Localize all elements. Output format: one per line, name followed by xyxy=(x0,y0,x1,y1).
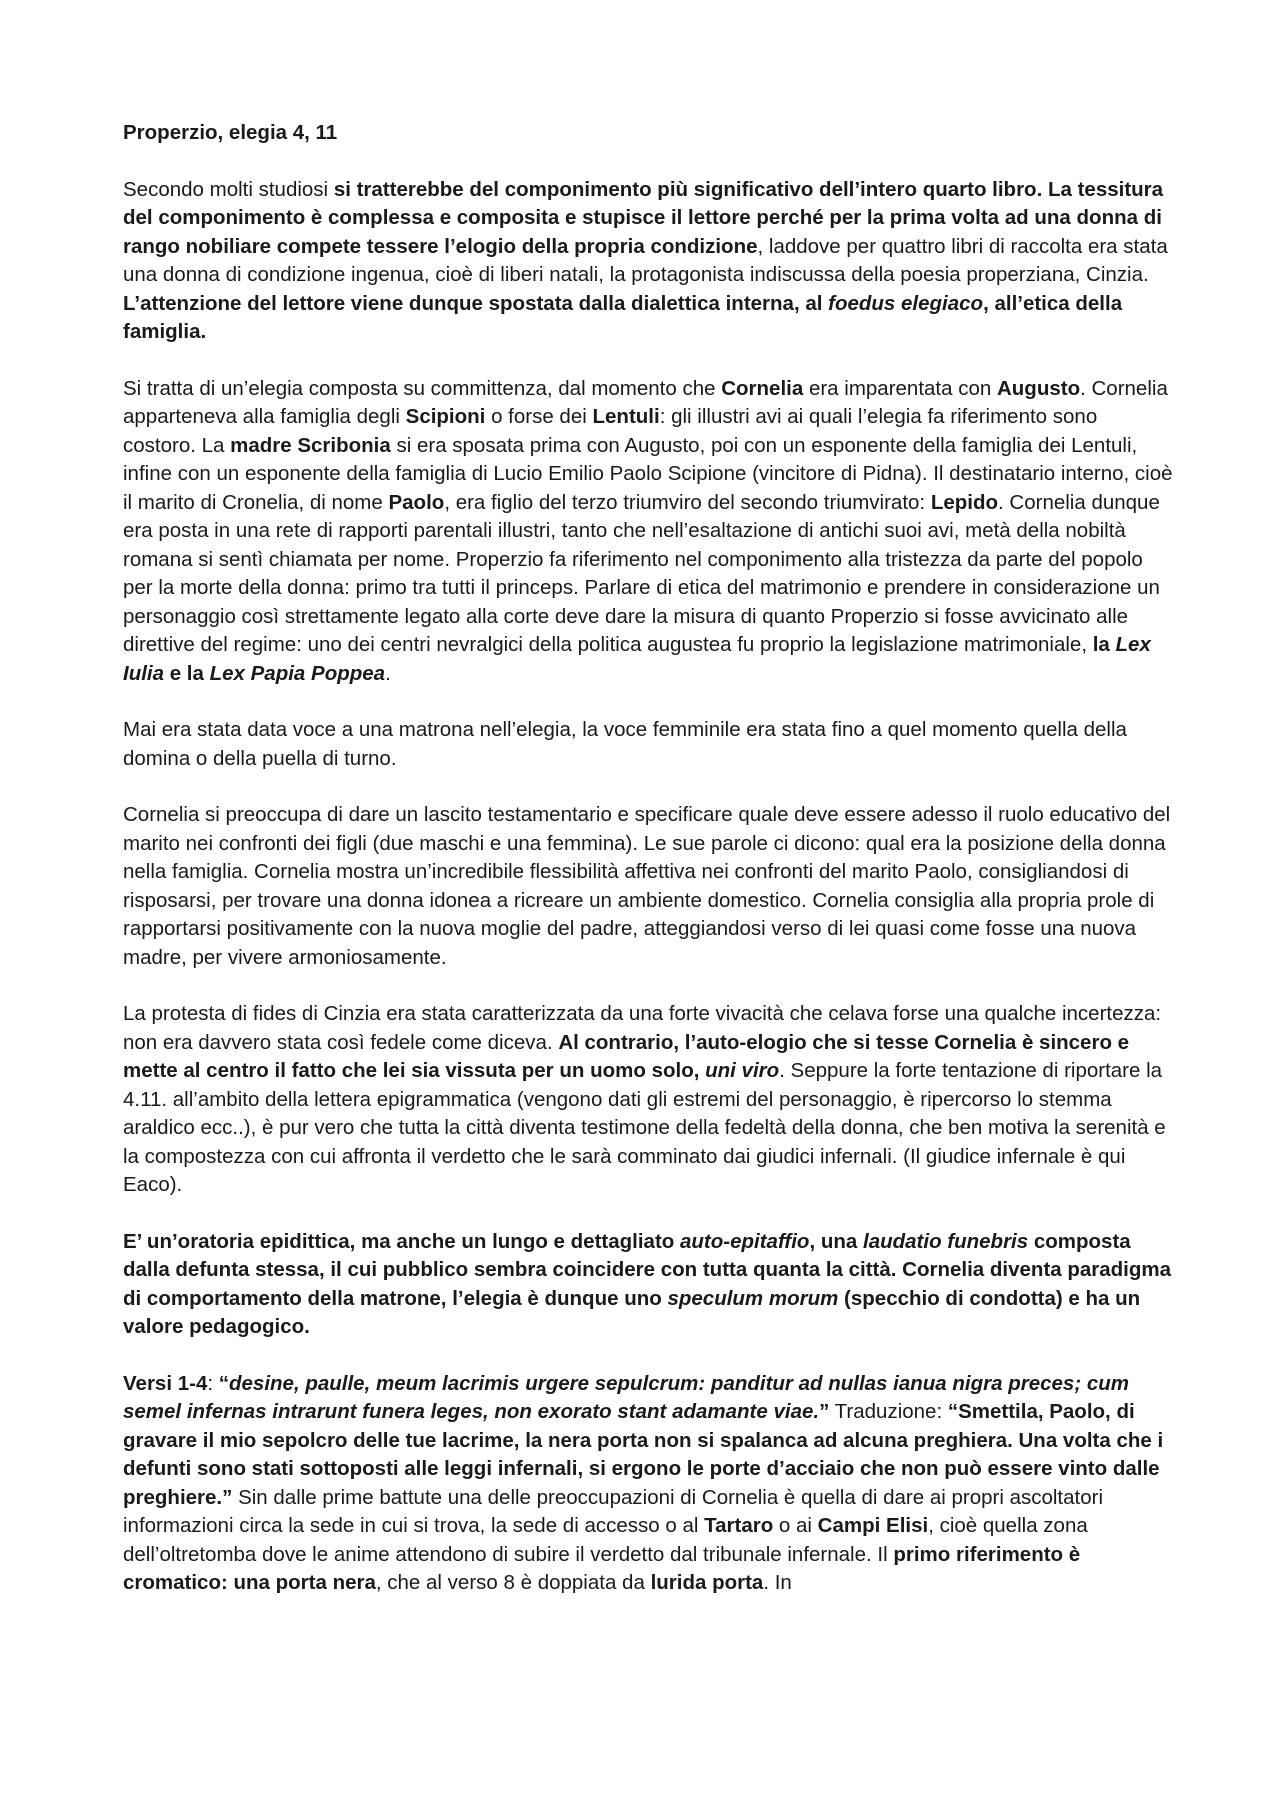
bold-run: Al contrario, l’auto-elogio che si tesse Cornelia è sincero e mette al centro il fatto che lei sia vissuta per un uomo solo, xyxy=(123,1030,1130,1082)
text-run: era imparentata con xyxy=(803,376,997,400)
bold-run: ” xyxy=(819,1400,830,1423)
text-run: , cioè quella zona dell’oltretomba dove le anime attendono di subire il verdetto dal tribunale infernale. Il xyxy=(123,1514,1088,1566)
bold-run: Lepido xyxy=(930,490,999,514)
bold-run: e la xyxy=(164,661,210,685)
text-run: : xyxy=(207,1371,219,1395)
paragraph-fides xyxy=(123,1000,1173,1200)
bold-run: E’ un’oratoria epidittica, ma anche un lungo e dettagliato xyxy=(123,1229,680,1253)
text-run: . Cornelia apparteneva alla famiglia degli xyxy=(123,376,1168,428)
paragraph-versi xyxy=(123,1370,1173,1598)
bold-run: primo riferimento è cromatico: una porta nera xyxy=(123,1542,1081,1594)
bold-run: Scipioni xyxy=(405,405,486,428)
text-run: : gli illustri avi ai quali l’elegia fa riferimento sono costoro. La xyxy=(123,405,1098,457)
bold-italic-run: auto-epitaffio xyxy=(680,1229,810,1253)
bold-run: “Smettila, Paolo, di gravare il mio sepolcro delle tue lacrime, la nera porta non si spalanca ad alcuna preghiera. Una volta che i defunti sono stati sottoposti alle leggi infernali, si ergono le porte d’acciaio che non può essere vinto dalle preghiere.” xyxy=(123,1400,1164,1509)
text-run: o forse dei xyxy=(485,405,593,428)
bold-run: L’attenzione del lettore viene dunque spostata dalla dialettica interna, al xyxy=(123,291,829,315)
bold-italic-run: laudatio funebris xyxy=(863,1229,1029,1253)
bold-run: Paolo xyxy=(388,490,445,514)
text-run: Traduzione: xyxy=(829,1400,948,1423)
text-run: o ai xyxy=(773,1514,818,1537)
bold-run: “ xyxy=(218,1371,229,1395)
bold-run: Tartaro xyxy=(704,1514,774,1537)
bold-run: Lentuli xyxy=(592,405,660,428)
text-run: Si tratta di un’elegia composta su committenza, dal momento che xyxy=(123,376,722,400)
bold-run: Versi 1-4 xyxy=(123,1371,208,1395)
paragraph-commission xyxy=(123,375,1173,689)
text-run: . Seppure la forte tentazione di riportare la 4.11. all’ambito della lettera epigrammatica (vengono dati gli estremi del personaggio, è ripercorso lo stemma araldico ecc..), è pur vero che tutta la città diventa testimone della fedeltà della donna, che ben motiva la serenità e la compostezza con cui affronta il verdetto che le sarà comminato dai giudici infernali. (Il giudice infernale è qui Eaco). xyxy=(123,1059,1166,1196)
bold-run: Cornelia xyxy=(721,376,804,400)
bold-run: (specchio di condotta) e ha un valore pedagogico. xyxy=(123,1286,1141,1338)
text-run: Mai era stata data voce a una matrona nell’elegia, la voce femminile era stata fino a quel momento quella della domina o della puella di turno. xyxy=(123,718,1127,770)
paragraph-intro xyxy=(123,176,1173,347)
bold-run: Augusto xyxy=(996,376,1081,400)
bold-italic-run: Lex Iulia xyxy=(123,633,1151,685)
bold-italic-run: desine, paulle, meum lacrimis urgere sepulcrum: panditur ad nullas ianua nigra preces; cum semel infernas intrarunt funera leges, non exorato stant adamante viae. xyxy=(123,1371,1129,1423)
bold-italic-run: Lex Papia Poppea xyxy=(209,661,386,685)
text-run: , laddove per quattro libri di raccolta era stata una donna di condizione ingenua, cioè di liberi natali, la protagonista indiscussa della poesia properziana, Cinzia. xyxy=(123,234,1168,286)
bold-run: la xyxy=(1092,633,1116,656)
text-run: . xyxy=(385,661,391,685)
bold-run: madre Scribonia xyxy=(230,433,391,457)
text-run: si era sposata prima con Augusto, poi con un esponente della famiglia dei Lentuli, infine con un esponente della famiglia di Lucio Emilio Paolo Scipione (vincitore di Pidna). Il destinatario interno, cioè il marito di Cronelia, di nome xyxy=(123,433,1173,514)
bold-run: , all’etica della famiglia. xyxy=(123,291,1123,343)
paragraph-oratoria xyxy=(123,1228,1173,1342)
text-run: Secondo molti studiosi xyxy=(123,177,334,201)
bold-italic-run: speculum morum xyxy=(667,1286,839,1310)
bold-italic-run: uni viro xyxy=(705,1059,780,1082)
text-run: , era figlio del terzo triumviro del secondo triumvirato: xyxy=(444,490,931,514)
bold-run: composta dalla defunta stessa, il cui pubblico sembra coincidere con tutta quanta la città. Cornelia diventa paradigma di comportamento della matrone, l’elegia è dunque uno xyxy=(123,1229,1172,1310)
bold-run: lurida porta xyxy=(650,1571,764,1594)
bold-run: si tratterebbe del componimento più significativo dell’intero quarto libro. La tessitura del componimento è complessa e composita e stupisce il lettore perché per la prima volta ad una donna di rango nobiliare compete tessere l’elogio della propria condizione xyxy=(123,177,1164,258)
title-text: Properzio, elegia 4, 11 xyxy=(123,121,338,144)
bold-run: Campi Elisi xyxy=(817,1514,929,1537)
text-run: . Cornelia dunque era posta in una rete di rapporti parentali illustri, tanto che nell’esaltazione di antichi suoi avi, metà della nobiltà romana si sentì chiamata per nome. Properzio fa riferimento nel componimento alla tristezza da parte del popolo per la morte della donna: primo tra tutti il princeps. Parlare di etica del matrimonio e prendere in considerazione un personaggio così strettamente legato alla corte deve dare la misura di quanto Properzio si fosse avvicinato alle direttive del regime: uno dei centri nevralgici della politica augustea fu proprio la legislazione matrimoniale, xyxy=(123,490,1160,656)
bold-run: , una xyxy=(809,1229,863,1253)
paragraph-testament xyxy=(123,801,1173,972)
text-run: Cornelia si preoccupa di dare un lascito testamentario e specificare quale deve essere adesso il ruolo educativo del marito nei confronti dei figli (due maschi e una femmina). Le sue parole ci dicono: qual era la posizione della donna nella famiglia. Cornelia mostra un’incredibile flessibilità affettiva nei confronti del marito Paolo, consigliandosi di risposarsi, per trovare una donna idonea a ricreare un ambiente domestico. Cornelia consiglia alla propria prole di rapportarsi positivamente con la nuova moglie del padre, atteggiandosi verso di lei quasi come fosse una nuova madre, per vivere armoniosamente. xyxy=(123,803,1171,969)
document-title xyxy=(123,119,1173,148)
paragraph-matrona xyxy=(123,716,1173,773)
text-run: , che al verso 8 è doppiata da xyxy=(375,1571,651,1594)
text-run: La protesta di fides di Cinzia era stata caratterizzata da una forte vivacità che celava forse una qualche incertezza: non era davvero stata così fedele come diceva. xyxy=(123,1002,1162,1054)
document-page xyxy=(123,119,1173,1626)
bold-italic-run: foedus elegiaco xyxy=(828,291,984,315)
text-run: Sin dalle prime battute una delle preoccupazioni di Cornelia è quella di dare ai propri ascoltatori informazioni circa la sede in cui si trova, la sede di accesso o al xyxy=(123,1485,1104,1537)
text-run: . In xyxy=(763,1571,792,1594)
